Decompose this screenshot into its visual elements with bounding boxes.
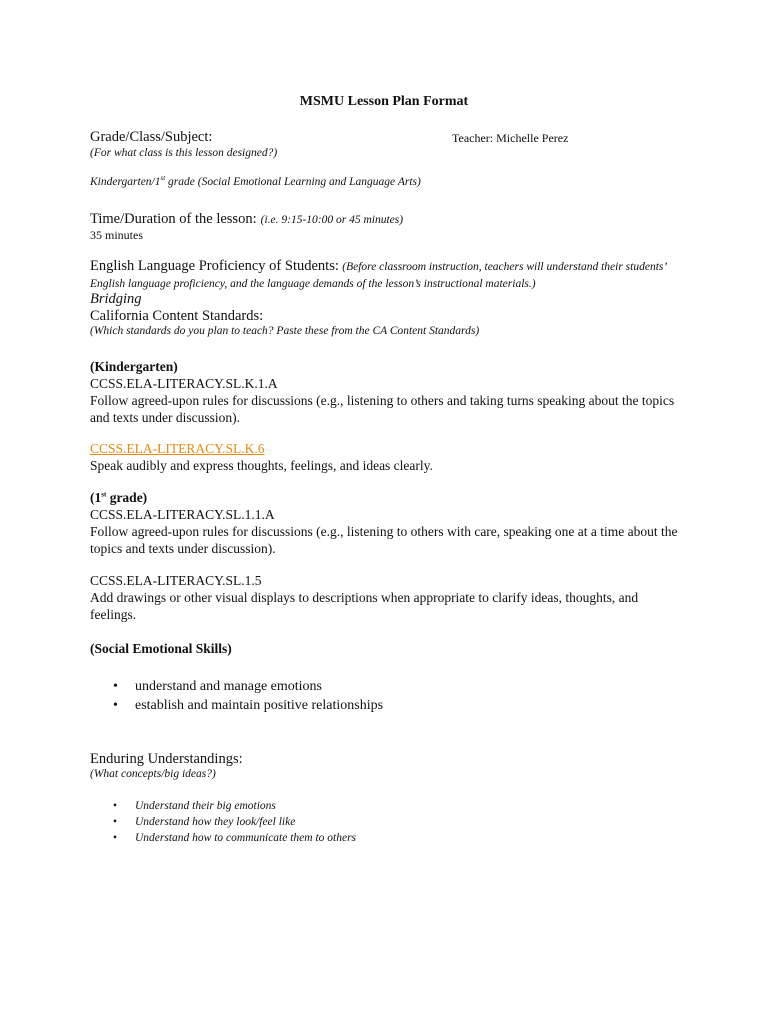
first-grade-heading-text: (1: [90, 490, 102, 505]
standard-code-k1a: CCSS.ELA-LITERACY.SL.K.1.A: [90, 376, 278, 391]
standard-text-k1a: Follow agreed-upon rules for discussions (e.g., listening to others and taking turns speaking about the topics and texts under discussion).: [90, 393, 675, 425]
elp-value: Bridging: [90, 291, 142, 307]
standard-text-k6: Speak audibly and express thoughts, feelings, and ideas clearly.: [90, 458, 433, 473]
grade-value: [90, 176, 421, 188]
time-row: [90, 210, 403, 228]
standards-label: California Content Standards:: [90, 308, 264, 324]
list-item: • Understand their big emotions: [90, 798, 356, 814]
enduring-label: Enduring Understandings:: [90, 751, 243, 767]
time-value: 35 minutes: [90, 228, 143, 242]
list-item: • establish and maintain positive relationships: [90, 696, 383, 715]
grade-prompt: (For what class is this lesson designed?): [90, 147, 278, 159]
grade-value-sup: st: [160, 174, 166, 183]
list-item: • understand and manage emotions: [90, 677, 383, 696]
grade-label: Grade/Class/Subject:: [90, 129, 213, 145]
first-grade-heading: [90, 490, 147, 506]
enduring-list: [90, 798, 356, 846]
first-grade-heading-sup: st: [101, 490, 107, 499]
kindergarten-heading: (Kindergarten): [90, 359, 178, 374]
standard-code-1-1a: CCSS.ELA-LITERACY.SL.1.1.A: [90, 507, 275, 522]
standards-prompt: (Which standards do you plan to teach? Paste these from the CA Content Standards): [90, 325, 480, 337]
social-emotional-heading: (Social Emotional Skills): [90, 641, 232, 656]
time-label: Time/Duration of the lesson:: [90, 211, 257, 227]
elp-label: English Language Proficiency of Students:: [90, 258, 339, 274]
time-example: (i.e. 9:15-10:00 or 45 minutes): [260, 214, 404, 226]
grade-value-text: Kindergarten/1: [90, 176, 161, 188]
list-item: • Understand how to communicate them to others: [90, 830, 356, 846]
enduring-prompt: (What concepts/big ideas?): [90, 768, 216, 780]
standard-code-1-5: CCSS.ELA-LITERACY.SL.1.5: [90, 573, 262, 588]
grade-value-rest: grade (Social Emotional Learning and Language Arts): [165, 176, 421, 188]
document-title: MSMU Lesson Plan Format: [299, 94, 469, 109]
standard-text-1-1a: Follow agreed-upon rules for discussions (e.g., listening to others with care, speaking one at a time about the topics and texts under discussion).: [90, 524, 678, 556]
elp-block: [90, 258, 680, 292]
teacher-name: Teacher: Michelle Perez: [452, 131, 569, 145]
standard-text-1-5: Add drawings or other visual displays to descriptions when appropriate to clarify ideas, thoughts, and feelings.: [90, 590, 639, 622]
social-emotional-list: [90, 677, 383, 715]
first-grade-heading-rest: grade): [106, 490, 148, 505]
standard-link-k6[interactable]: CCSS.ELA-LITERACY.SL.K.6: [90, 441, 265, 456]
list-item: • Understand how they look/feel like: [90, 814, 356, 830]
elp-prompt: (Before classroom instruction, teachers will understand their students’ English language proficiency, and the language demands of the lesson’s instructional materials.): [90, 261, 666, 290]
